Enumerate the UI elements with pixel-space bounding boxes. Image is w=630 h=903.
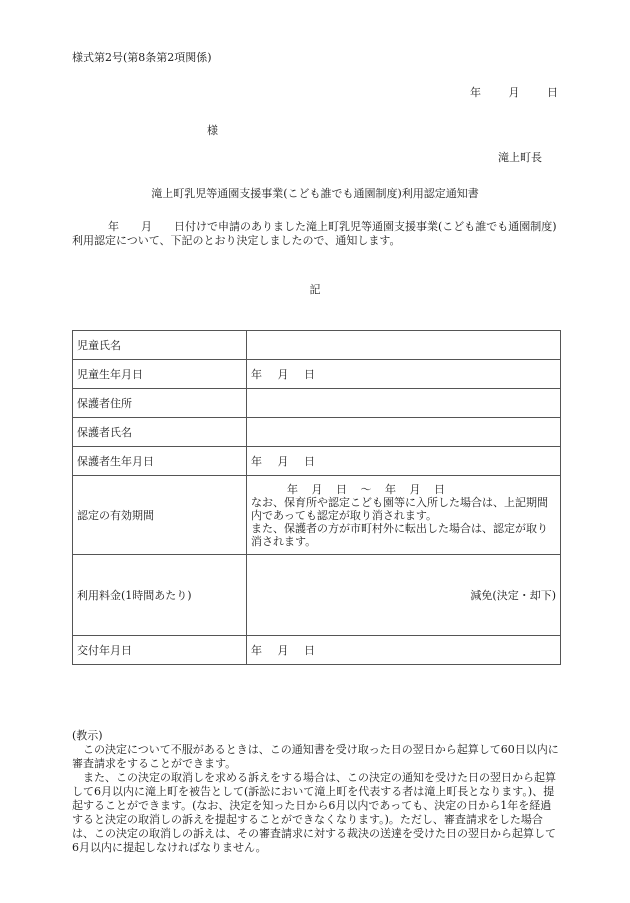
period-value — [247, 476, 561, 555]
table-row — [73, 476, 561, 555]
recipient-suffix: 様 — [207, 124, 218, 137]
document-title: 滝上町乳児等通園支援事業(こども誰でも通園制度)利用認定通知書 — [151, 187, 479, 200]
guardian-name-value — [247, 418, 561, 447]
notes-heading: (教示) — [72, 729, 103, 742]
guardian-address-value — [247, 389, 561, 418]
intro-paragraph: 年 月 日付けで申請のありました滝上町乳児等通園支援事業(こども誰でも通園制度)利用認定について、下記のとおり決定しましたので、通知します。 — [72, 220, 557, 247]
notes-paragraph-1: この決定について不服があるときは、この通知書を受け取った日の翌日から起算して60日以内に審査請求をすることができます。 — [72, 743, 559, 770]
issue-date-label: 交付年月日 — [73, 636, 247, 665]
table-row — [73, 447, 561, 476]
table-row — [73, 360, 561, 389]
guardian-birth-label: 保護者生年月日 — [73, 447, 247, 476]
ki-heading: 記 — [309, 283, 321, 296]
table-row — [73, 331, 561, 360]
guardian-address-label: 保護者住所 — [73, 389, 247, 418]
child-name-label: 児童氏名 — [73, 331, 247, 360]
guardian-name-label: 保護者氏名 — [73, 418, 247, 447]
fee-value: 減免(決定・却下) — [247, 555, 561, 636]
child-name-value — [247, 331, 561, 360]
guardian-birth-value: 年 月 日 — [247, 447, 561, 476]
table-row — [73, 389, 561, 418]
table-row — [73, 418, 561, 447]
issue-date-value: 年 月 日 — [247, 636, 561, 665]
instruction-notes — [72, 729, 562, 855]
document-date: 年 月 日 — [470, 86, 558, 99]
child-birth-label: 児童生年月日 — [73, 360, 247, 389]
form-number: 様式第2号(第8条第2項関係) — [72, 51, 212, 64]
table-row — [73, 636, 561, 665]
notes-paragraph-2: また、この決定の取消しを求める訴えをする場合は、この決定の通知を受けた日の翌日から起算して6月以内に滝上町を被告として(訴訟において滝上町を代表する者は滝上町長となります。)、提起することができます。(なお、決定を知った日から6月以内であっても、決定の日から1年を経過すると決定の取消しの訴えを提起することができなくなります。)。ただし、審査請求をした場合は、この決定の取消しの訴えは、その審査請求に対する裁決の送達を受けた日の翌日から起算して6月以内に提起しなければなりません。 — [72, 771, 556, 854]
period-note-1: なお、保育所や認定こども園等に入所した場合は、上記期間内であっても認定が取り消されます。 — [251, 495, 548, 522]
table-row — [73, 555, 561, 636]
period-note-2: また、保護者の方が市町村外に転出した場合は、認定が取り消されます。 — [251, 521, 548, 548]
child-birth-value: 年 月 日 — [247, 360, 561, 389]
sender-name: 滝上町長 — [498, 151, 542, 164]
certification-table — [72, 330, 561, 665]
period-label: 認定の有効期間 — [73, 476, 247, 555]
period-range: 年 月 日 〜 年 月 日 — [287, 482, 445, 496]
fee-label: 利用料金(1時間あたり) — [73, 555, 247, 636]
